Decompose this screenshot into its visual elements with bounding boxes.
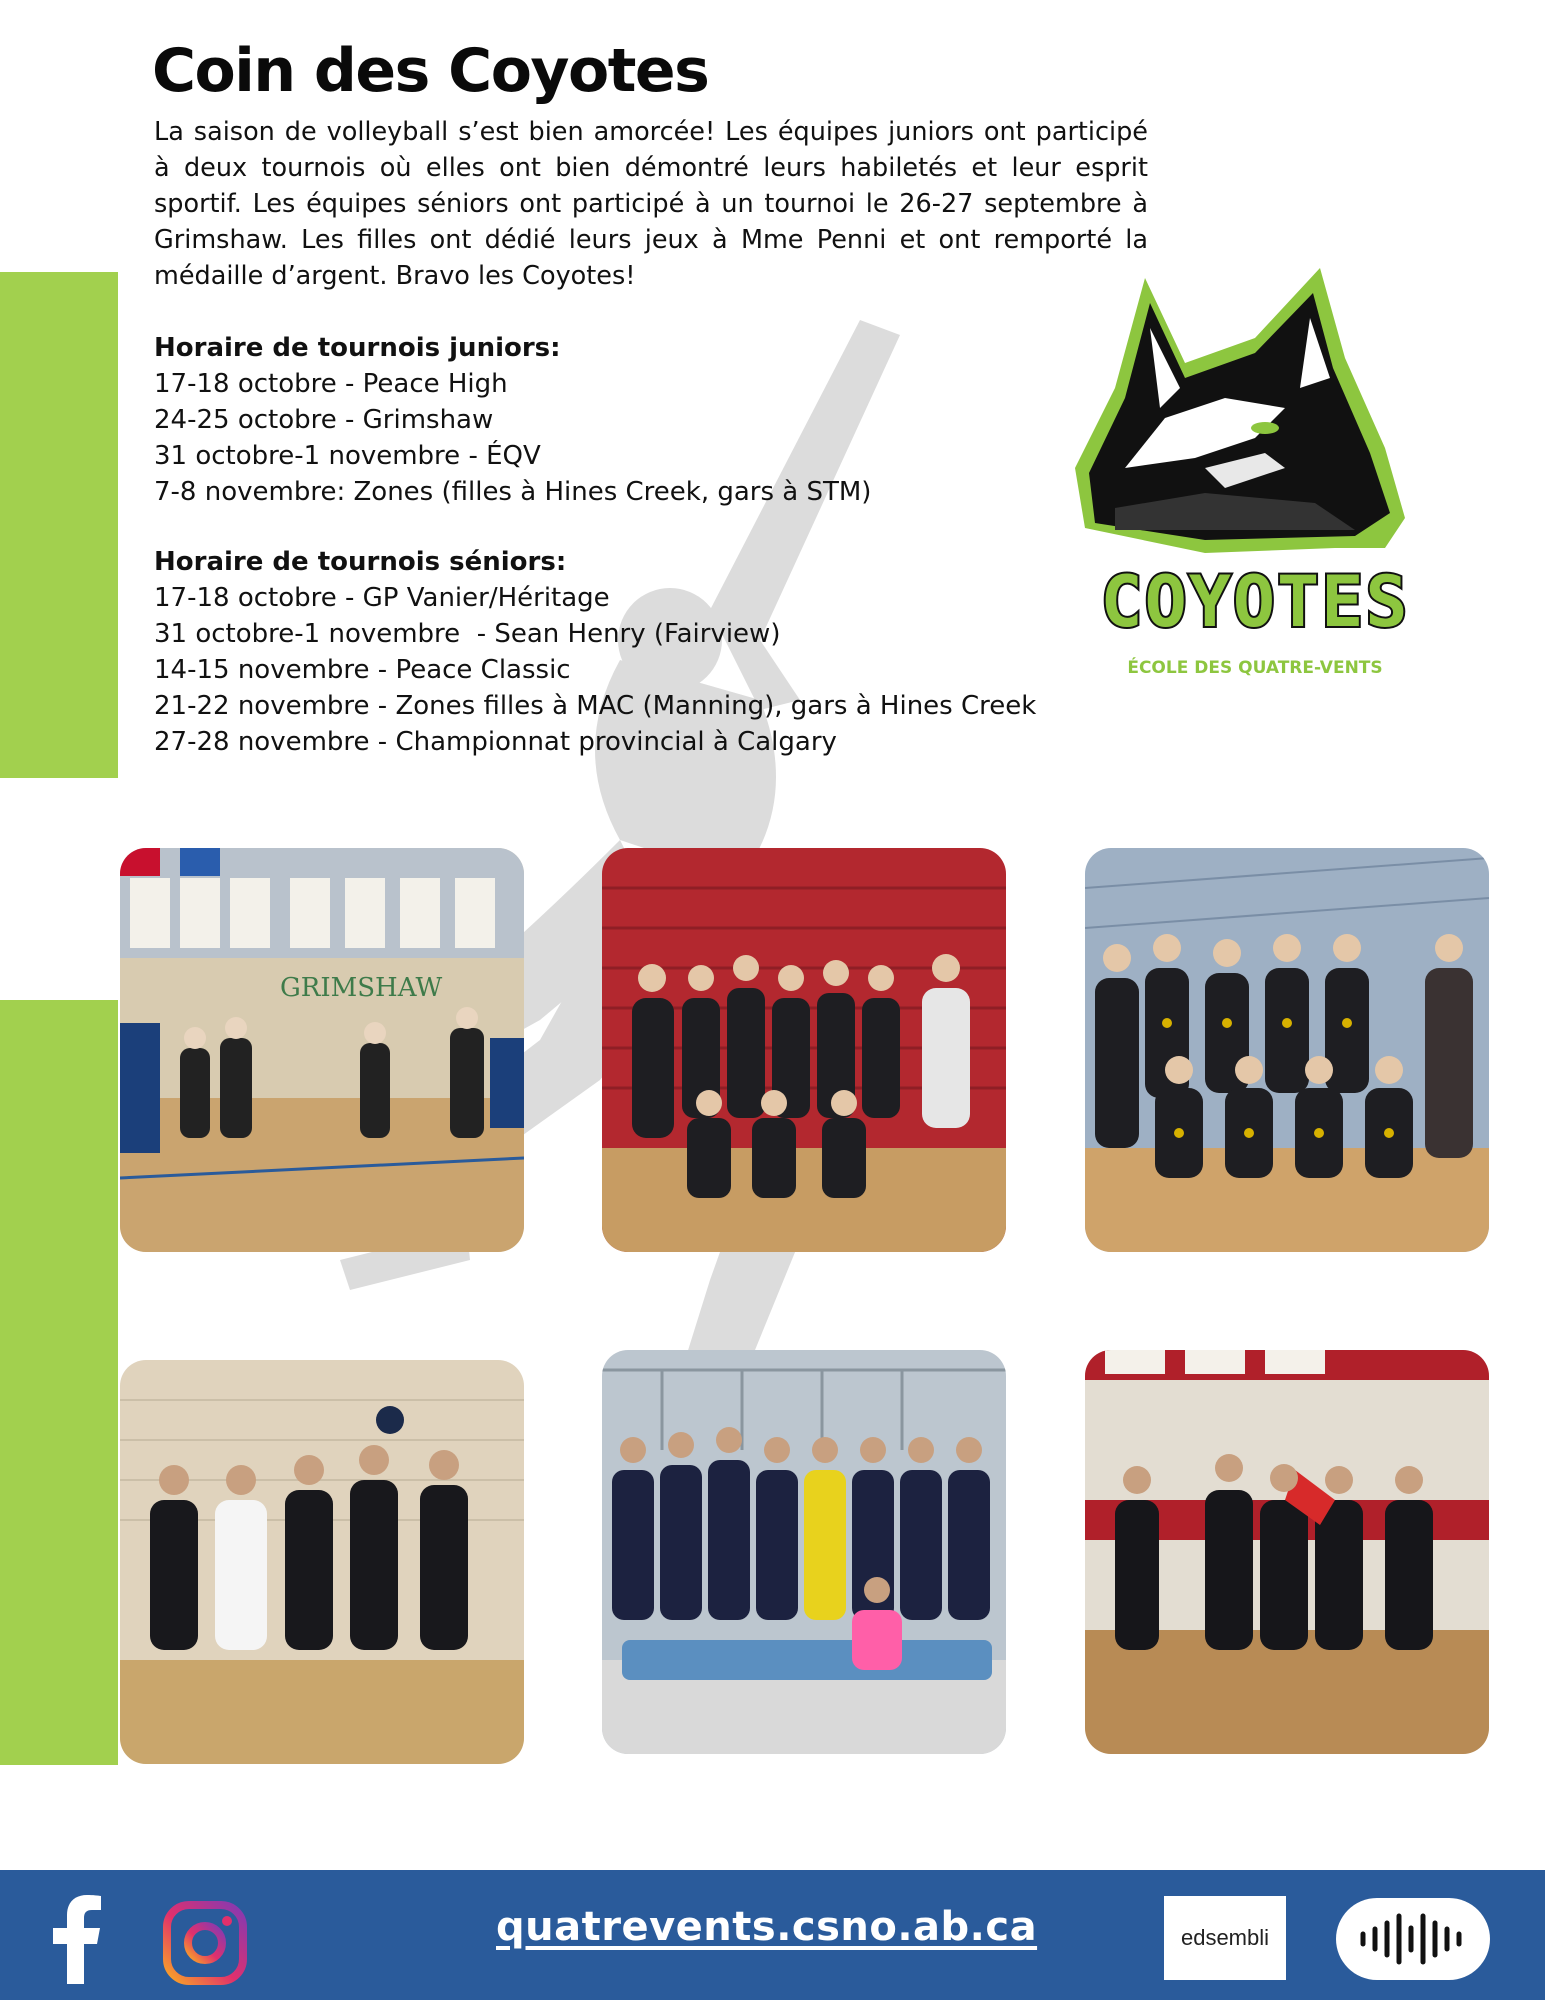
senior-schedule-item: 17-18 octobre - GP Vanier/Héritage [154, 583, 610, 613]
instagram-icon[interactable] [162, 1900, 248, 1986]
photo-boys-celebrating [1085, 1350, 1489, 1754]
photo-wall-sign: GRIMSHAW [280, 973, 443, 1003]
photo-senior-girls-medals [1085, 848, 1489, 1252]
junior-schedule-item: 7-8 novembre: Zones (filles à Hines Creek, gars à STM) [154, 477, 872, 507]
photo-girls-match-grimshaw [120, 848, 524, 1252]
podcast-icon[interactable] [1336, 1898, 1490, 1980]
intro-paragraph: La saison de volleyball s’est bien amorcée! Les équipes juniors ont participé à deux tournois où elles ont bien démontré leurs habiletés et leur esprit sportif. Les équipes séniors ont participé à un tournoi le 26-27 septembre à Grimshaw. Les filles ont dédié leurs jeux à Mme Penni et ont remporté la médaille d’argent. Bravo les Coyotes! [154, 117, 1148, 291]
footer-bar [0, 1870, 1545, 2000]
photo-boys-team-bench [602, 1350, 1006, 1754]
website-link[interactable]: quatrevents.csno.ab.ca [496, 1904, 1038, 1950]
senior-schedule [154, 544, 1154, 760]
photo-boys-huddle [120, 1360, 524, 1764]
junior-schedule-item: 24-25 octobre - Grimshaw [154, 405, 494, 435]
senior-schedule-item: 14-15 novembre - Peace Classic [154, 655, 571, 685]
senior-schedule-item: 21-22 novembre - Zones filles à MAC (Manning), gars à Hines Creek [154, 691, 1037, 721]
green-accent-bar-bottom [0, 1000, 118, 1765]
green-accent-bar-top [0, 272, 118, 778]
coyotes-logo [1055, 268, 1455, 683]
junior-schedule [154, 330, 1154, 510]
senior-schedule-item: 27-28 novembre - Championnat provincial à Calgary [154, 727, 837, 757]
page-title: Coin des Coyotes [152, 36, 709, 106]
senior-schedule-title: Horaire de tournois séniors: [154, 547, 567, 577]
logo-wordmark: COYOTES [1100, 561, 1410, 643]
junior-schedule-item: 17-18 octobre - Peace High [154, 369, 508, 399]
coyote-head-icon [1075, 268, 1405, 553]
photo-junior-girls-team [602, 848, 1006, 1252]
junior-schedule-item: 31 octobre-1 novembre - ÉQV [154, 441, 541, 471]
junior-schedule-title: Horaire de tournois juniors: [154, 333, 561, 363]
edsembli-logo[interactable]: edsembli [1164, 1896, 1286, 1980]
logo-school-name: ÉCOLE DES QUATRE-VENTS [1127, 658, 1383, 678]
senior-schedule-item: 31 octobre-1 novembre - Sean Henry (Fairview) [154, 619, 781, 649]
facebook-icon[interactable] [50, 1894, 102, 1984]
